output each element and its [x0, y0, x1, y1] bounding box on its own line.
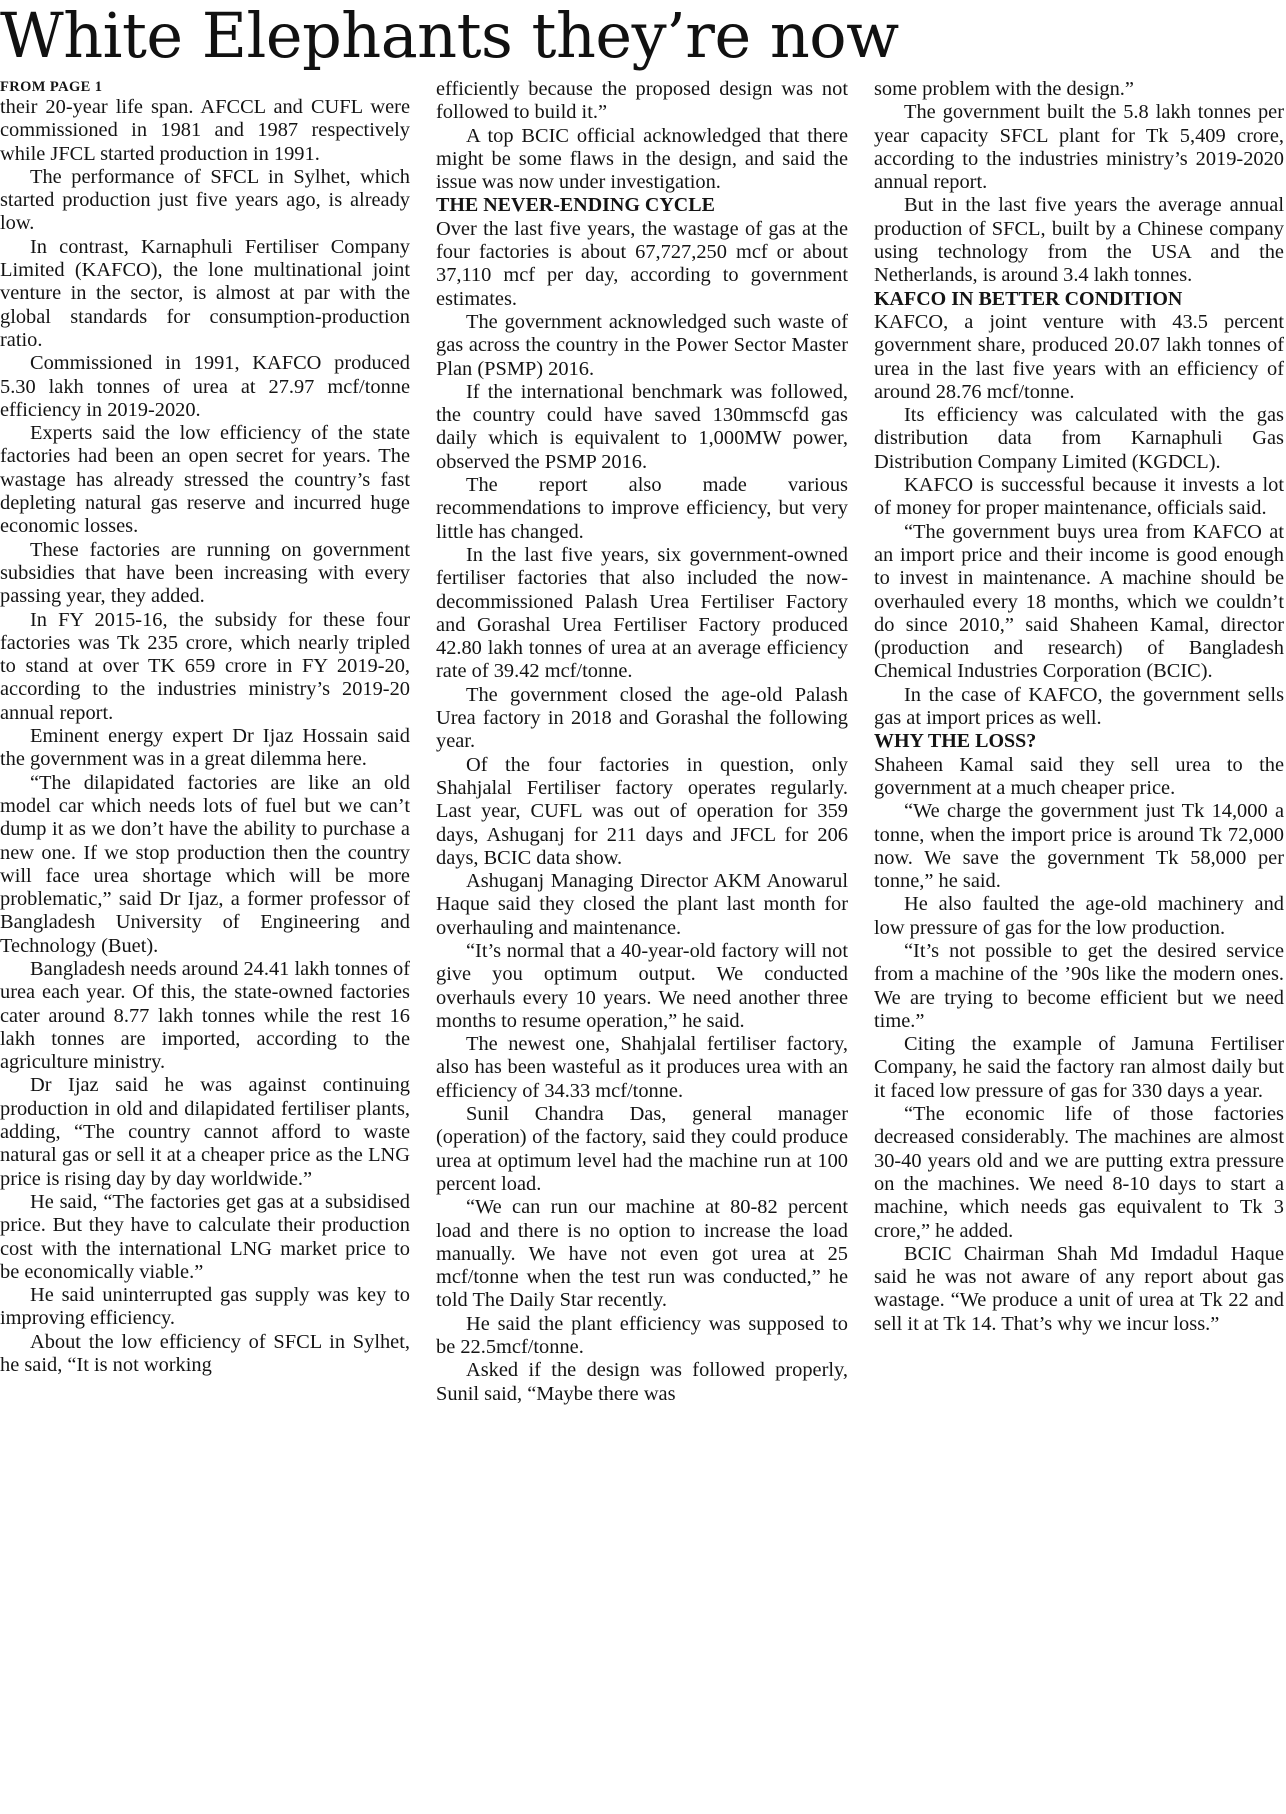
article-paragraph: Its efficiency was calculated with the gas distribution data from Karnaphuli Gas Distribution Company Limited (KGDCL).	[874, 404, 1284, 473]
article-column-2	[436, 78, 848, 1810]
article-paragraph: Shaheen Kamal said they sell urea to the government at a much cheaper price.	[874, 753, 1284, 799]
article-paragraph: Dr Ijaz said he was against continuing production in old and dilapidated fertiliser plants, adding, “The country cannot afford to waste natural gas or sell it at a cheaper price as the LNG price is rising day by day worldwide.”	[0, 1074, 410, 1190]
article-paragraph: About the low efficiency of SFCL in Sylhet, he said, “It is not working	[0, 1330, 410, 1377]
article-paragraph: These factories are running on government subsidies that have been increasing with every passing year, they added.	[0, 538, 410, 608]
article-paragraph: efficiently because the proposed design was not followed to build it.”	[436, 78, 848, 124]
article-paragraph: In contrast, Karnaphuli Fertiliser Company Limited (KAFCO), the lone multinational joint venture in the sector, is almost at par with the global standards for consumption-production ratio.	[0, 235, 410, 351]
article-paragraph: Bangladesh needs around 24.41 lakh tonnes of urea each year. Of this, the state-owned factories cater around 8.77 lakh tonnes while the rest 16 lakh tonnes are imported, according to the agriculture ministry.	[0, 957, 410, 1074]
article-paragraph: In FY 2015-16, the subsidy for these four factories was Tk 235 crore, which nearly tripled to stand at over TK 659 crore in FY 2019-20, according to the industries ministry’s 2019-20 annual report.	[0, 608, 410, 724]
article-column-1	[0, 78, 410, 1810]
article-paragraph: “The economic life of those factories decreased considerably. The machines are almost 30-40 years old and we are putting extra pressure on the machines. We need 8-10 days to start a machine, which needs gas equivalent to Tk 3 crore,” he added.	[874, 1103, 1284, 1242]
article-paragraph: “It’s not possible to get the desired service from a machine of the ’90s like the modern ones. We are trying to become efficient but we need time.”	[874, 939, 1284, 1032]
article-paragraph: A top BCIC official acknowledged that there might be some flaws in the design, and said the issue was now under investigation.	[436, 124, 848, 194]
article-paragraph: If the international benchmark was followed, the country could have saved 130mmscfd gas daily which is equivalent to 1,000MW power, observed the PSMP 2016.	[436, 380, 848, 473]
article-paragraph: He said the plant efficiency was supposed to be 22.5mcf/tonne.	[436, 1312, 848, 1359]
article-paragraph: The report also made various recommendations to improve efficiency, but very little has changed.	[436, 474, 848, 543]
article-paragraph: their 20-year life span. AFCCL and CUFL were commissioned in 1981 and 1987 respectively while JFCL started production in 1991.	[0, 96, 410, 165]
article-paragraph: Ashuganj Managing Director AKM Anowarul Haque said they closed the plant last month for overhauling and maintenance.	[436, 870, 848, 939]
article-paragraph: In the case of KAFCO, the government sells gas at import prices as well.	[874, 683, 1284, 730]
article-paragraph: Of the four factories in question, only Shahjalal Fertiliser factory operates regularly. Last year, CUFL was out of operation for 359 days, Ashuganj for 211 days and JFCL for 206 days, BCIC data show.	[436, 753, 848, 869]
article-paragraph: The government acknowledged such waste of gas across the country in the Power Sector Master Plan (PSMP) 2016.	[436, 310, 848, 380]
article-paragraph: “The dilapidated factories are like an old model car which needs lots of fuel but we can’t dump it as we don’t have the ability to purchase a new one. If we stop production then the country will face urea shortage which will be more problematic,” said Dr Ijaz, a former professor of Bangladesh University of Engineering and Technology (Buet).	[0, 771, 410, 957]
article-paragraph: The performance of SFCL in Sylhet, which started production just five years ago, is already low.	[0, 165, 410, 235]
article-paragraph: “We can run our machine at 80-82 percent load and there is no option to increase the load manually. We have not even got urea at 25 mcf/tonne when the test run was conducted,” he told The Daily Star recently.	[436, 1196, 848, 1312]
article-paragraph: “The government buys urea from KAFCO at an import price and their income is good enough to invest in maintenance. A machine should be overhauled every 18 months, which we couldn’t do since 2010,” said Shaheen Kamal, director (production and research) of Bangladesh Chemical Industries Corporation (BCIC).	[874, 520, 1284, 683]
section-subhead: WHY THE LOSS?	[874, 730, 1037, 753]
article-paragraph: He also faulted the age-old machinery and low pressure of gas for the low production.	[874, 893, 1284, 939]
section-subhead: KAFCO IN BETTER CONDITION	[874, 287, 1183, 310]
article-paragraph: In the last five years, six government-owned fertiliser factories that also included the now-decommissioned Palash Urea Fertiliser Factory and Gorashal Urea Fertiliser Factory produced 42.80 lakh tonnes of urea at an average efficiency rate of 39.42 mcf/tonne.	[436, 543, 848, 683]
article-paragraph: “We charge the government just Tk 14,000 a tonne, when the import price is around Tk 72,000 now. We save the government Tk 58,000 per tonne,” he said.	[874, 800, 1284, 893]
headline: White Elephants they’re now	[0, 0, 899, 72]
article-paragraph: The newest one, Shahjalal fertiliser factory, also has been wasteful as it produces urea with an efficiency of 34.33 mcf/tonne.	[436, 1033, 848, 1102]
article-paragraph: KAFCO, a joint venture with 43.5 percent government share, produced 20.07 lakh tonnes of urea in the last five years with an efficiency of around 28.76 mcf/tonne.	[874, 310, 1284, 403]
article-paragraph: The government built the 5.8 lakh tonnes per year capacity SFCL plant for Tk 5,409 crore, according to the industries ministry’s 2019-2020 annual report.	[874, 101, 1284, 194]
article-paragraph: KAFCO is successful because it invests a lot of money for proper maintenance, officials said.	[874, 474, 1284, 520]
article-paragraph: The government closed the age-old Palash Urea factory in 2018 and Gorashal the following year.	[436, 683, 848, 753]
article-paragraph: “It’s normal that a 40-year-old factory will not give you optimum output. We conducted overhauls every 10 years. We need another three months to resume operation,” he said.	[436, 939, 848, 1032]
article-paragraph: BCIC Chairman Shah Md Imdadul Haque said he was not aware of any report about gas wastage. “We produce a unit of urea at Tk 22 and sell it at Tk 14. That’s why we incur loss.”	[874, 1242, 1284, 1335]
article-paragraph: Sunil Chandra Das, general manager (operation) of the factory, said they could produce urea at optimum level had the machine run at 100 percent load.	[436, 1103, 848, 1195]
section-subhead: THE NEVER-ENDING CYCLE	[436, 194, 715, 217]
article-paragraph: But in the last five years the average annual production of SFCL, built by a Chinese company using technology from the USA and the Netherlands, is around 3.4 lakh tonnes.	[874, 194, 1284, 287]
article-paragraph: Citing the example of Jamuna Fertiliser Company, he said the factory ran almost daily but it faced low pressure of gas for 330 days a year.	[874, 1033, 1284, 1102]
article-paragraph: Experts said the low efficiency of the state factories had been an open secret for years. The wastage has already stressed the country’s fast depleting natural gas reserve and incurred huge economic losses.	[0, 422, 410, 538]
article-paragraph: some problem with the design.”	[874, 78, 1134, 100]
article-paragraph: He said uninterrupted gas supply was key to improving efficiency.	[0, 1284, 410, 1330]
article-paragraph: Eminent energy expert Dr Ijaz Hossain said the government was in a great dilemma here.	[0, 725, 410, 771]
article-paragraph: Commissioned in 1991, KAFCO produced 5.30 lakh tonnes of urea at 27.97 mcf/tonne efficiency in 2019-2020.	[0, 352, 410, 421]
article-paragraph: He said, “The factories get gas at a subsidised price. But they have to calculate their production cost with the international LNG market price to be economically viable.”	[0, 1190, 410, 1283]
article-paragraph: Asked if the design was followed properly, Sunil said, “Maybe there was	[436, 1359, 848, 1405]
article-column-3	[874, 78, 1284, 1810]
article-paragraph: Over the last five years, the wastage of gas at the four factories is about 67,727,250 mcf or about 37,110 mcf per day, according to government estimates.	[436, 217, 848, 310]
continuation-kicker: FROM PAGE 1	[0, 79, 103, 95]
